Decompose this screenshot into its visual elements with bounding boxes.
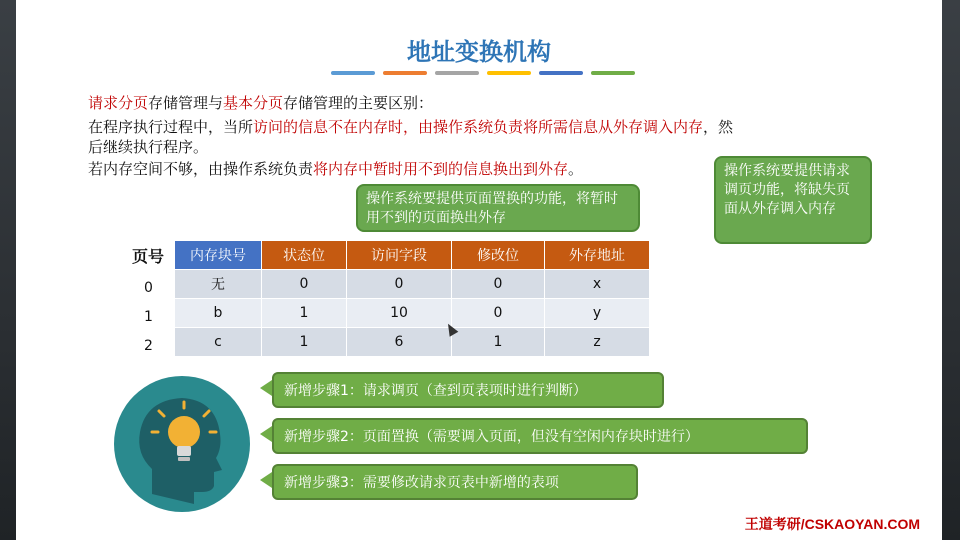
watermark-logo: 王道考研	[20, 27, 89, 46]
callout-page-replacement: 操作系统要提供页面置换的功能，将暂时用不到的页面换出外存	[356, 184, 640, 232]
bar-gray	[435, 71, 479, 75]
cell-disk: z	[545, 328, 650, 357]
page-number: 1	[144, 309, 153, 325]
head-lightbulb-icon	[112, 374, 252, 514]
table-row	[175, 328, 650, 357]
cell-modify: 1	[452, 328, 545, 357]
text-segment: ，然	[703, 118, 734, 136]
header-frame-number: 内存块号	[175, 241, 262, 270]
step-pointer	[260, 380, 272, 396]
header-disk-address: 外存地址	[545, 241, 650, 270]
text-segment: 存储管理与	[148, 94, 224, 112]
text-segment: 存储管理的主要区别：	[283, 94, 434, 112]
request-page-table	[174, 240, 650, 357]
title-underline-bars	[331, 71, 635, 75]
text-request-paging: 请求分页	[88, 94, 149, 112]
bar-green	[591, 71, 635, 75]
cell-modify: 0	[452, 299, 545, 328]
cell-modify: 0	[452, 270, 545, 299]
text-segment: 在程序执行过程中，当所	[88, 118, 254, 136]
slide-title: 地址变换机构	[407, 38, 551, 66]
page-number-column	[144, 274, 153, 361]
text-highlight: 访问的信息不在内存时，由操作系统负责将所需信息从外存调入内存	[253, 118, 704, 136]
bar-darkblue	[539, 71, 583, 75]
cell-frame: b	[175, 299, 262, 328]
cell-valid: 1	[262, 328, 347, 357]
table-row	[175, 270, 650, 299]
text-segment: 若内存空间不够，由操作系统负责	[88, 160, 314, 178]
cell-frame: c	[175, 328, 262, 357]
cell-access: 10	[347, 299, 452, 328]
bar-yellow	[487, 71, 531, 75]
step-3-box: 新增步骤3：需要修改请求页表中新增的表项	[272, 464, 638, 500]
bar-blue	[331, 71, 375, 75]
intro-line-4	[88, 158, 583, 180]
callout-demand-paging: 操作系统要提供请求调页功能，将缺失页面从外存调入内存	[714, 156, 872, 244]
header-modify-bit: 修改位	[452, 241, 545, 270]
slide	[16, 0, 942, 540]
step-pointer	[260, 426, 272, 442]
step-pointer	[260, 472, 272, 488]
page-number: 0	[144, 280, 153, 296]
cell-frame: 无	[175, 270, 262, 299]
page-number-header: 页号	[132, 247, 165, 266]
cell-access: 6	[347, 328, 452, 357]
cell-valid: 0	[262, 270, 347, 299]
cell-disk: y	[545, 299, 650, 328]
intro-line-2	[88, 116, 888, 138]
text-segment: 。	[568, 160, 584, 178]
header-valid-bit: 状态位	[262, 241, 347, 270]
header-access-field: 访问字段	[347, 241, 452, 270]
step-1-box: 新增步骤1：请求调页（查到页表项时进行判断）	[272, 372, 664, 408]
page-number: 2	[144, 338, 153, 354]
intro-line-3: 后继续执行程序。	[88, 138, 209, 156]
cell-disk: x	[545, 270, 650, 299]
table-row	[175, 299, 650, 328]
text-basic-paging: 基本分页	[223, 94, 284, 112]
cell-valid: 1	[262, 299, 347, 328]
cell-access: 0	[347, 270, 452, 299]
footer-brand: 王道考研/CSKAOYAN.COM	[744, 516, 920, 532]
watermark-bilibili: bilibili	[16, 512, 62, 527]
bar-orange	[383, 71, 427, 75]
intro-line-1	[88, 92, 433, 114]
step-2-box: 新增步骤2：页面置换（需要调入页面，但没有空闲内存块时进行）	[272, 418, 808, 454]
text-highlight: 将内存中暂时用不到的信息换出到外存	[313, 160, 569, 178]
